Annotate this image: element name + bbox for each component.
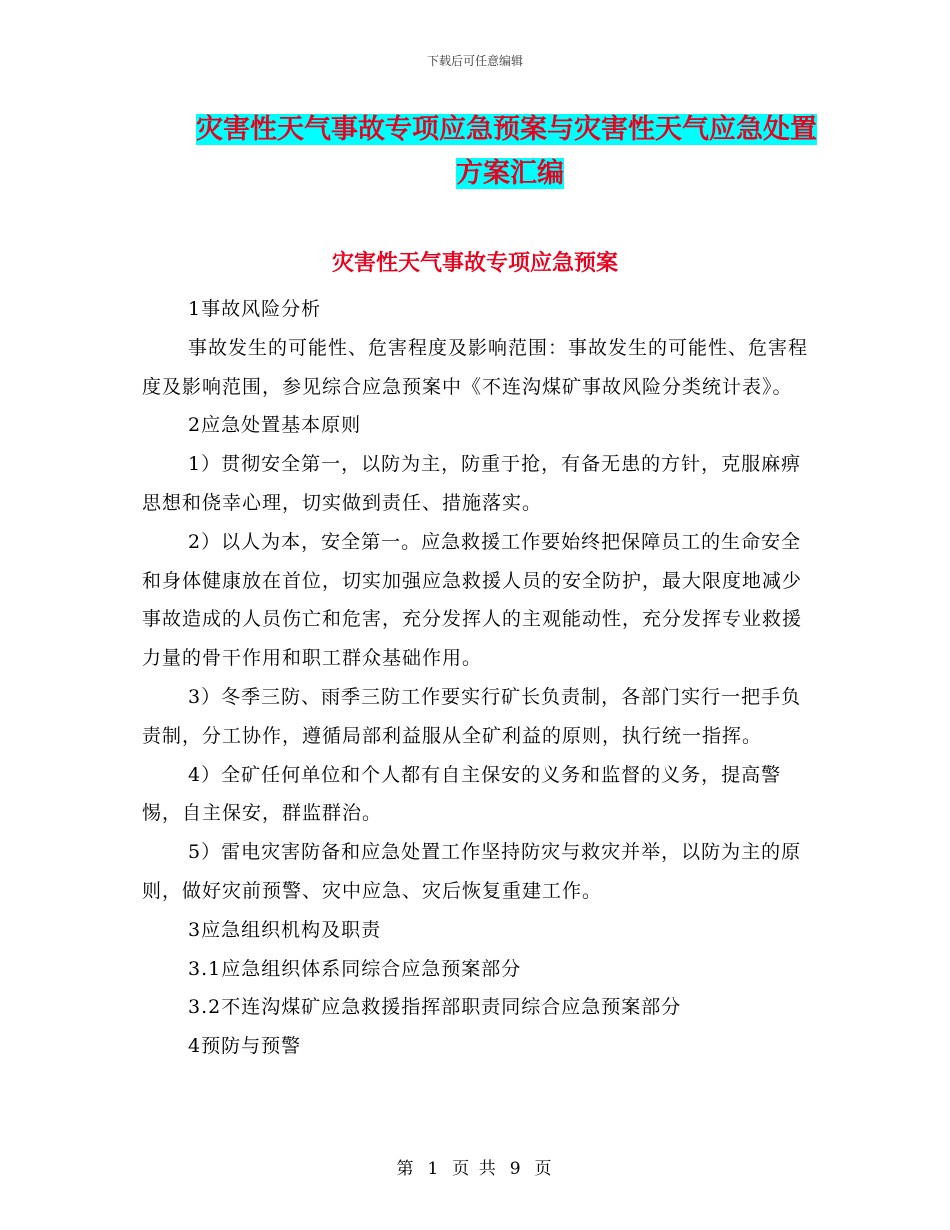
footer-prefix: 第 [396,1159,416,1179]
section-title: 灾害性天气事故专项应急预案 [331,251,618,276]
paragraph: 1）贯彻安全第一，以防为主，防重于抢，有备无患的方针，克服麻痹思想和侥幸心理，切实做到责任、措施落实。 [142,453,802,514]
page-footer [0,1154,950,1179]
heading-prevention: 4预防与预警 [188,1035,302,1058]
header-note: 下载后可任意编辑 [426,54,523,68]
paragraph: 3.1应急组织体系同综合应急预案部分 [188,957,522,980]
heading-organization: 3应急组织机构及职责 [188,918,382,941]
paragraph: 3）冬季三防、雨季三防工作要实行矿长负责制，各部门实行一把手负责制，分工协作，遵循局部利益服从全矿利益的原则，执行统一指挥。 [142,685,802,747]
paragraph: 5）雷电灾害防备和应急处置工作坚持防灾与救灾并举，以防为主的原则，做好灾前预警、灾中应急、灾后恢复重建工作。 [142,841,802,902]
paragraph: 3.2不连沟煤矿应急救援指挥部职责同综合应急预案部分 [188,996,682,1019]
heading-principles: 2应急处置基本原则 [188,414,362,437]
title-line-2: 方案汇编 [456,158,564,189]
document-title [190,108,817,196]
title-line-1: 灾害性天气事故专项应急预案与灾害性天气应急处置 [196,114,817,145]
page-number: 1 [427,1159,441,1179]
paragraph: 4）全矿任何单位和个人都有自主保安的义务和监督的义务，提高警惕，自主保安，群监群治。 [142,763,782,825]
page-total: 9 [509,1159,523,1179]
document-body [142,290,810,1066]
footer-mid: 页 共 [452,1159,498,1179]
heading-risk-analysis: 1事故风险分析 [188,298,322,320]
paragraph: 事故发生的可能性、危害程度及影响范围：事故发生的可能性、危害程度及影响范围，参见综合应急预案中《不连沟煤矿事故风险分类统计表》。 [142,336,809,398]
footer-suffix: 页 [534,1159,554,1179]
paragraph: 2）以人为本，安全第一。应急救援工作要始终把保障员工的生命安全和身体健康放在首位，切实加强应急救援人员的安全防护，最大限度地减少事故造成的人员伤亡和危害，充分发挥人的主观能动性，充分发挥专业救援力量的骨干作用和职工群众基础作用。 [142,530,803,670]
